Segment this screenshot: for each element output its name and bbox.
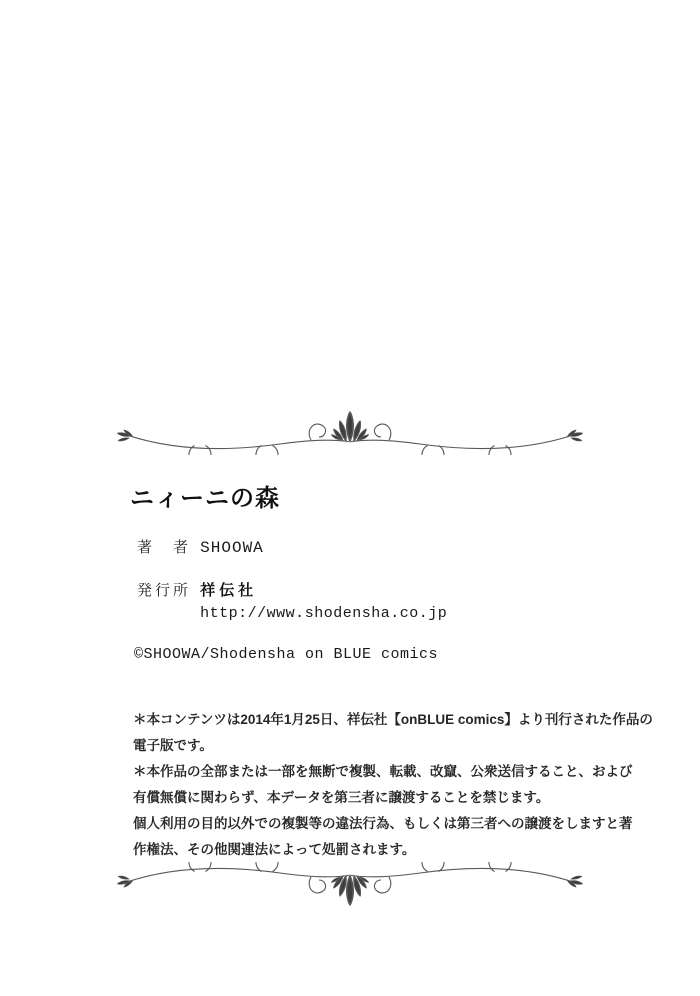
disclaimer-block: [133, 707, 653, 863]
disclaimer-line: 有償無償に関わらず、本データを第三者に譲渡することを禁じます。: [133, 790, 550, 805]
publisher-url-row: [137, 604, 447, 622]
copyright-line: ©SHOOWA/Shodensha on BLUE comics: [134, 646, 439, 663]
publisher-name: 祥伝社: [200, 582, 258, 599]
disclaimer-line: 電子版です。: [133, 738, 213, 753]
author-name: SHOOWA: [200, 539, 264, 557]
flourish-icon: [115, 862, 585, 906]
publisher-url: http://www.shodensha.co.jp: [200, 605, 448, 622]
divider-flourish-top: [115, 411, 585, 455]
disclaimer-line: ＊本作品の全部または一部を無断で複製、転載、改竄、公衆送信すること、および: [133, 764, 633, 779]
publisher-row: [137, 579, 257, 600]
disclaimer-line: ＊本コンテンツは2014年1月25日、祥伝社【onBLUE comics】より刊行された作品の: [133, 712, 653, 727]
book-title: ニィーニの森: [130, 485, 280, 512]
author-label: 著 者: [137, 539, 192, 556]
author-row: [137, 536, 264, 557]
flourish-icon: [115, 411, 585, 455]
disclaimer-line: 作権法、その他関連法によって処罰されます。: [133, 842, 416, 857]
publisher-label: 発行所: [137, 582, 192, 599]
divider-flourish-bottom: [115, 862, 585, 906]
disclaimer-line: 個人利用の目的以外での複製等の違法行為、もしくは第三者への譲渡をしますと著: [133, 816, 633, 831]
